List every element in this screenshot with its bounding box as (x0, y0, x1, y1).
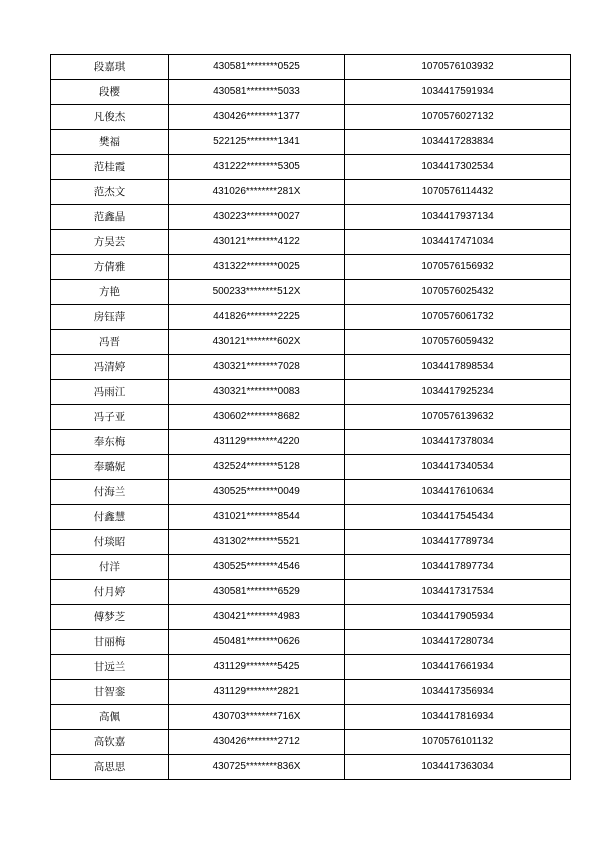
name-cell: 付海兰 (51, 480, 169, 505)
id-number-cell: 431129********4220 (169, 430, 345, 455)
exam-number-cell: 1034417898534 (345, 355, 571, 380)
id-number-cell: 430525********0049 (169, 480, 345, 505)
name-cell: 方艳 (51, 280, 169, 305)
id-number-cell: 450481********0626 (169, 630, 345, 655)
table-row (51, 305, 571, 330)
exam-number-cell: 1034417317534 (345, 580, 571, 605)
id-number-cell: 431129********2821 (169, 680, 345, 705)
table-row (51, 755, 571, 780)
exam-number-cell: 1070576061732 (345, 305, 571, 330)
exam-number-cell: 1034417591934 (345, 80, 571, 105)
id-number-cell: 430121********602X (169, 330, 345, 355)
id-number-cell: 430525********4546 (169, 555, 345, 580)
name-cell: 冯晋 (51, 330, 169, 355)
id-number-cell: 430602********8682 (169, 405, 345, 430)
name-cell: 高思思 (51, 755, 169, 780)
id-number-cell: 522125********1341 (169, 130, 345, 155)
table-row (51, 255, 571, 280)
name-cell: 冯雨江 (51, 380, 169, 405)
exam-number-cell: 1034417545434 (345, 505, 571, 530)
exam-number-cell: 1034417302534 (345, 155, 571, 180)
exam-number-cell: 1034417283834 (345, 130, 571, 155)
exam-number-cell: 1034417378034 (345, 430, 571, 455)
exam-number-cell: 1070576103932 (345, 55, 571, 80)
exam-number-cell: 1034417661934 (345, 655, 571, 680)
exam-number-cell: 1034417816934 (345, 705, 571, 730)
name-cell: 樊福 (51, 130, 169, 155)
name-cell: 傅梦芝 (51, 605, 169, 630)
name-cell: 奉东梅 (51, 430, 169, 455)
exam-number-cell: 1034417356934 (345, 680, 571, 705)
name-cell: 付鑫慧 (51, 505, 169, 530)
table-row (51, 130, 571, 155)
table-row (51, 230, 571, 255)
exam-number-cell: 1034417897734 (345, 555, 571, 580)
table-row (51, 55, 571, 80)
id-number-cell: 430703********716X (169, 705, 345, 730)
candidate-table-body (51, 55, 571, 780)
table-row (51, 105, 571, 130)
table-row (51, 480, 571, 505)
exam-number-cell: 1034417925234 (345, 380, 571, 405)
id-number-cell: 430581********6529 (169, 580, 345, 605)
name-cell: 方昊芸 (51, 230, 169, 255)
table-row (51, 205, 571, 230)
exam-number-cell: 1070576156932 (345, 255, 571, 280)
table-row (51, 580, 571, 605)
id-number-cell: 430321********0083 (169, 380, 345, 405)
id-number-cell: 430321********7028 (169, 355, 345, 380)
table-row (51, 730, 571, 755)
id-number-cell: 430121********4122 (169, 230, 345, 255)
id-number-cell: 431021********8544 (169, 505, 345, 530)
id-number-cell: 431222********5305 (169, 155, 345, 180)
id-number-cell: 432524********5128 (169, 455, 345, 480)
name-cell: 房钰萍 (51, 305, 169, 330)
exam-number-cell: 1070576101132 (345, 730, 571, 755)
exam-number-cell: 1034417340534 (345, 455, 571, 480)
table-row (51, 330, 571, 355)
table-row (51, 630, 571, 655)
id-number-cell: 430426********1377 (169, 105, 345, 130)
name-cell: 高佩 (51, 705, 169, 730)
name-cell: 甘智銮 (51, 680, 169, 705)
table-row (51, 80, 571, 105)
table-row (51, 280, 571, 305)
name-cell: 方倩雅 (51, 255, 169, 280)
name-cell: 范杰文 (51, 180, 169, 205)
id-number-cell: 430581********0525 (169, 55, 345, 80)
name-cell: 段樱 (51, 80, 169, 105)
name-cell: 奉璐妮 (51, 455, 169, 480)
table-row (51, 180, 571, 205)
exam-number-cell: 1034417610634 (345, 480, 571, 505)
id-number-cell: 430725********836X (169, 755, 345, 780)
table-row (51, 430, 571, 455)
name-cell: 凡俊杰 (51, 105, 169, 130)
id-number-cell: 431026********281X (169, 180, 345, 205)
exam-number-cell: 1070576114432 (345, 180, 571, 205)
id-number-cell: 430426********2712 (169, 730, 345, 755)
table-row (51, 555, 571, 580)
id-number-cell: 430581********5033 (169, 80, 345, 105)
candidate-table (50, 54, 571, 780)
table-row (51, 455, 571, 480)
name-cell: 甘远兰 (51, 655, 169, 680)
id-number-cell: 500233********512X (169, 280, 345, 305)
table-row (51, 155, 571, 180)
name-cell: 付琰昭 (51, 530, 169, 555)
table-row (51, 680, 571, 705)
exam-number-cell: 1070576027132 (345, 105, 571, 130)
name-cell: 段嘉琪 (51, 55, 169, 80)
id-number-cell: 431302********5521 (169, 530, 345, 555)
name-cell: 付月婷 (51, 580, 169, 605)
id-number-cell: 431322********0025 (169, 255, 345, 280)
name-cell: 冯子亚 (51, 405, 169, 430)
exam-number-cell: 1034417937134 (345, 205, 571, 230)
table-row (51, 505, 571, 530)
table-row (51, 405, 571, 430)
name-cell: 范鑫晶 (51, 205, 169, 230)
exam-number-cell: 1070576139632 (345, 405, 571, 430)
exam-number-cell: 1070576059432 (345, 330, 571, 355)
table-row (51, 355, 571, 380)
name-cell: 冯清婷 (51, 355, 169, 380)
exam-number-cell: 1070576025432 (345, 280, 571, 305)
exam-number-cell: 1034417363034 (345, 755, 571, 780)
table-row (51, 705, 571, 730)
table-row (51, 380, 571, 405)
exam-number-cell: 1034417905934 (345, 605, 571, 630)
exam-number-cell: 1034417280734 (345, 630, 571, 655)
table-row (51, 655, 571, 680)
id-number-cell: 441826********2225 (169, 305, 345, 330)
name-cell: 范桂霞 (51, 155, 169, 180)
exam-number-cell: 1034417789734 (345, 530, 571, 555)
id-number-cell: 431129********5425 (169, 655, 345, 680)
table-row (51, 605, 571, 630)
name-cell: 甘丽梅 (51, 630, 169, 655)
name-cell: 付洋 (51, 555, 169, 580)
name-cell: 高钦嘉 (51, 730, 169, 755)
exam-number-cell: 1034417471034 (345, 230, 571, 255)
table-row (51, 530, 571, 555)
id-number-cell: 430421********4983 (169, 605, 345, 630)
id-number-cell: 430223********0027 (169, 205, 345, 230)
